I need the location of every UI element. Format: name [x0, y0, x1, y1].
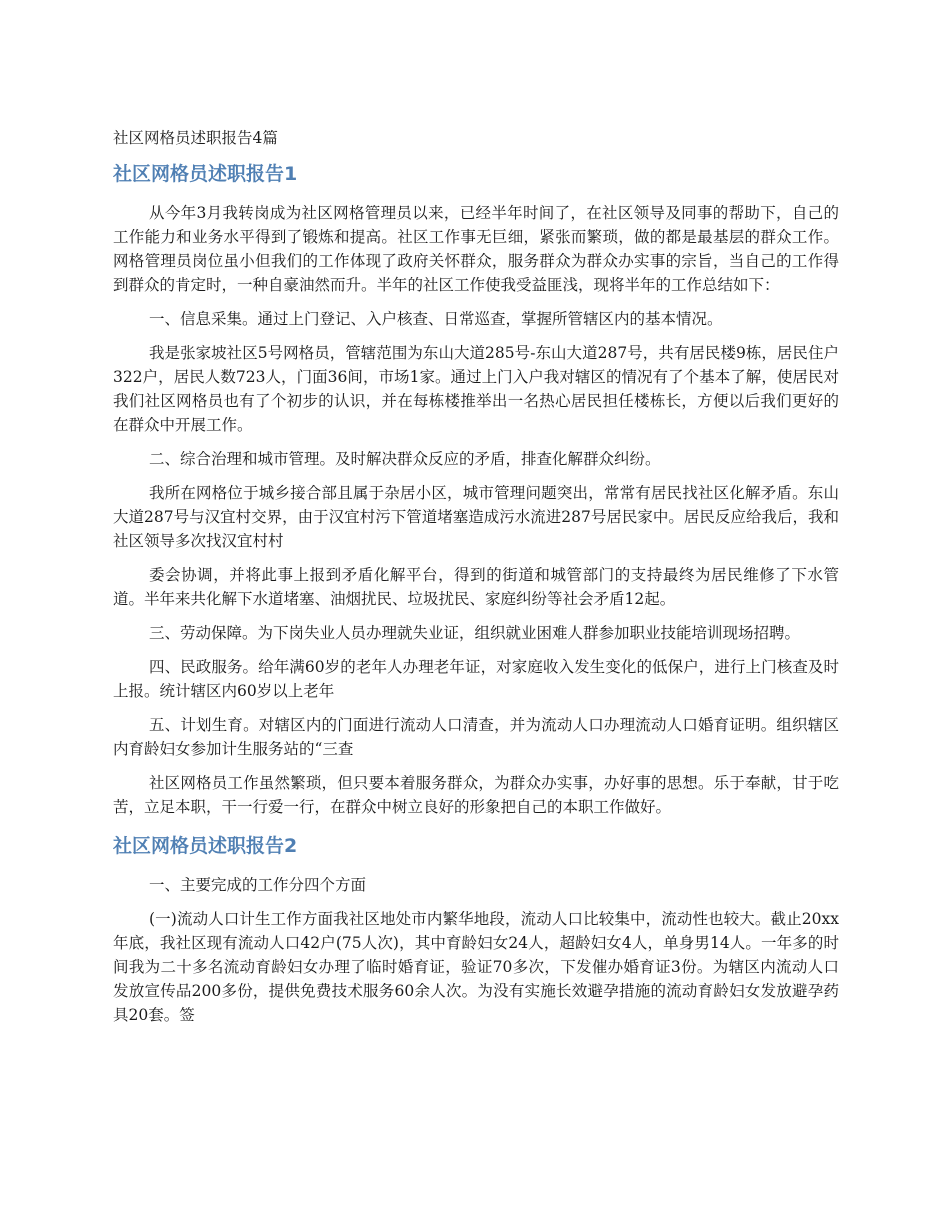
paragraph: 一、主要完成的工作分四个方面 — [149, 876, 367, 894]
paragraph: 委会协调，并将此事上报到矛盾化解平台，得到的街道和城管部门的支持最终为居民维修了下水管道。半年来共化解下水道堵塞、油烟扰民、垃圾扰民、家庭纠纷等社会矛盾12起。 — [113, 566, 839, 608]
paragraph: 二、综合治理和城市管理。及时解决群众反应的矛盾，排查化解群众纠纷。 — [149, 450, 661, 468]
paragraph: 我是张家坡社区5号网格员，管辖范围为东山大道285号-东山大道287号，共有居民楼9栋，居民住户322户，居民人数723人，门面36间，市场1家。通过上门入户我对辖区的情况有了个基本了解，使居民对我们社区网格员也有了个初步的认识，并在每栋楼推举出一名热心居民担任楼栋长，方便以后我们更好的在群众中开展工作。 — [113, 344, 839, 434]
report-section-2 — [113, 833, 839, 1027]
document-page — [113, 125, 839, 1037]
document-title: 社区网格员述职报告4篇 — [113, 129, 278, 147]
section-heading: 社区网格员述职报告2 — [113, 835, 298, 857]
paragraph: (一)流动人口计生工作方面我社区地处市内繁华地段，流动人口比较集中，流动性也较大。截止20xx年底，我社区现有流动人口42户(75人次)，其中育龄妇女24人，超龄妇女4人，单身男14人。一年多的时间我为二十多名流动育龄妇女办理了临时婚育证，验证70多次，下发催办婚育证3份。为辖区内流动人口发放宣传品200多份，提供免费技术服务60余人次。为没有实施长效避孕措施的流动育龄妇女发放避孕药具20套。签 — [113, 910, 839, 1024]
paragraph: 我所在网格位于城乡接合部且属于杂居小区，城市管理问题突出，常常有居民找社区化解矛盾。东山大道287号与汉宜村交界，由于汉宜村污下管道堵塞造成污水流进287号居民家中。居民反应给我后，我和社区领导多次找汉宜村村 — [113, 484, 839, 550]
report-section-1 — [113, 161, 839, 819]
paragraph: 五、计划生育。对辖区内的门面进行流动人口清查，并为流动人口办理流动人口婚育证明。组织辖区内育龄妇女参加计生服务站的“三查 — [113, 716, 839, 758]
paragraph: 三、劳动保障。为下岗失业人员办理就失业证，组织就业困难人群参加职业技能培训现场招聘。 — [149, 624, 801, 642]
paragraph: 四、民政服务。给年满60岁的老年人办理老年证，对家庭收入发生变化的低保户，进行上门核查及时上报。统计辖区内60岁以上老年 — [113, 658, 839, 700]
paragraph: 从今年3月我转岗成为社区网格管理员以来，已经半年时间了，在社区领导及同事的帮助下，自己的工作能力和业务水平得到了锻炼和提高。社区工作事无巨细，紧张而繁琐，做的都是最基层的群众工作。网格管理员岗位虽小但我们的工作体现了政府关怀群众，服务群众为群众办实事的宗旨，当自己的工作得到群众的肯定时，一种自豪油然而升。半年的社区工作使我受益匪浅，现将半年的工作总结如下： — [113, 204, 839, 294]
section-heading: 社区网格员述职报告1 — [113, 163, 298, 185]
paragraph: 社区网格员工作虽然繁琐，但只要本着服务群众，为群众办实事，办好事的思想。乐于奉献，甘于吃苦，立足本职，干一行爱一行，在群众中树立良好的形象把自己的本职工作做好。 — [113, 774, 839, 816]
paragraph: 一、信息采集。通过上门登记、入户核查、日常巡查，掌握所管辖区内的基本情况。 — [149, 310, 723, 328]
